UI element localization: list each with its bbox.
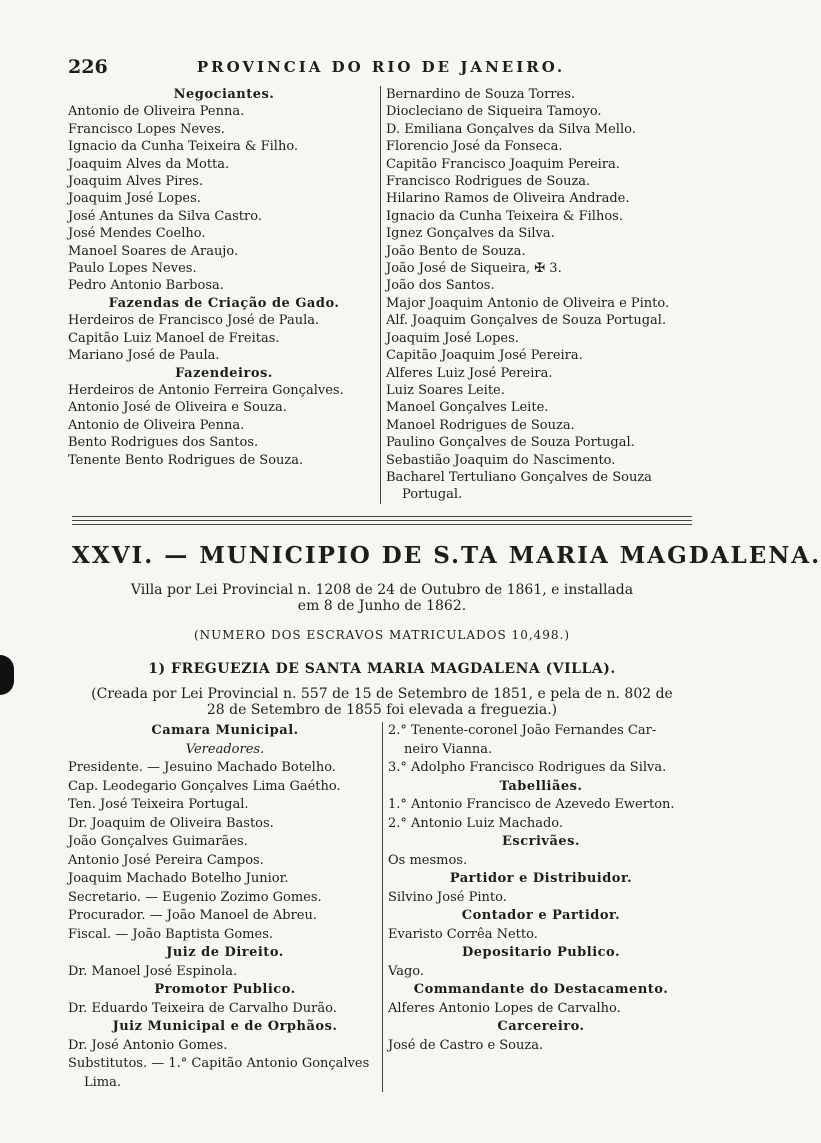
list-item: João José de Siqueira, ✠ 3. xyxy=(386,261,562,277)
divider-rule-1 xyxy=(72,516,692,517)
list-item: Cap. Leodegario Gonçalves Lima Gaétho. xyxy=(68,778,341,794)
list-item: João dos Santos. xyxy=(386,278,495,294)
list-item: Fiscal. — João Baptista Gomes. xyxy=(68,926,274,942)
list-item: Bacharel Tertuliano Gonçalves de Souza xyxy=(386,469,652,485)
section-heading: Commandante do Destacamento. xyxy=(413,982,669,997)
list-item: Major Joaquim Antonio de Oliveira e Pinto. xyxy=(386,295,670,311)
section-heading: Camara Municipal. xyxy=(151,723,299,738)
villa-line-2: em 8 de Junho de 1862. xyxy=(297,598,467,614)
list-item: Capitão Luiz Manoel de Freitas. xyxy=(68,330,280,346)
villa-text xyxy=(72,582,692,614)
list-item: Alferes Luiz José Pereira. xyxy=(386,365,553,381)
section-title: XXVI. — MUNICIPIO DE S.TA MARIA MAGDALENA. xyxy=(72,542,821,569)
list-item: Portugal. xyxy=(402,487,463,503)
list-item: 2.° Antonio Luiz Machado. xyxy=(388,815,563,831)
list-item: 3.° Adolpho Francisco Rodrigues da Silva. xyxy=(388,760,667,775)
list-item: Manoel Rodrigues de Souza. xyxy=(386,417,575,433)
list-item: Dr. Eduardo Teixeira de Carvalho Durão. xyxy=(68,1000,337,1016)
section-heading: Tabelliães. xyxy=(499,778,583,794)
list-item: Evaristo Corrêa Netto. xyxy=(388,926,538,942)
creada-line-1: (Creada por Lei Provincial n. 557 de 15 de Setembro de 1851, e pela de n. 802 de xyxy=(91,686,673,702)
list-item: Pedro Antonio Barbosa. xyxy=(68,278,224,294)
list-item: Joaquim Alves Pires. xyxy=(68,174,204,190)
list-item: Manoel Soares de Araujo. xyxy=(68,243,239,259)
list-item: neiro Vianna. xyxy=(404,741,493,757)
list-item: Luiz Soares Leite. xyxy=(386,382,505,398)
list-item: Alf. Joaquim Gonçalves de Souza Portugal. xyxy=(386,313,667,329)
list-item: João Gonçalves Guimarães. xyxy=(68,834,248,849)
list-item: Joaquim Alves da Motta. xyxy=(68,156,230,172)
creada-text xyxy=(72,686,692,718)
list-item: Ignacio da Cunha Teixeira & Filhos. xyxy=(386,208,623,224)
list-item: Lima. xyxy=(84,1074,122,1090)
list-item: Antonio de Oliveira Penna. xyxy=(68,104,245,120)
list-item: 2.° Tenente-coronel João Fernandes Car- xyxy=(388,723,657,738)
list-item: Dr. Joaquim de Oliveira Bastos. xyxy=(68,815,274,831)
top-left-column xyxy=(68,86,380,504)
list-item: Alferes Antonio Lopes de Carvalho. xyxy=(388,1000,621,1016)
list-item: Antonio José Pereira Campos. xyxy=(68,852,264,868)
list-item: Joaquim José Lopes. xyxy=(386,330,519,346)
list-item: José Mendes Coelho. xyxy=(68,226,206,242)
list-item: Joaquim José Lopes. xyxy=(68,191,201,207)
section-heading: Fazendeiros. xyxy=(175,365,273,381)
list-item: Sebastião Joaquim do Nascimento. xyxy=(386,452,616,468)
list-item: Paulo Lopes Neves. xyxy=(68,261,197,277)
list-item: Paulino Gonçalves de Souza Portugal. xyxy=(386,435,635,451)
list-item: Antonio José de Oliveira e Souza. xyxy=(68,400,287,416)
section-heading: Depositario Publico. xyxy=(461,945,621,960)
divider-rule-2 xyxy=(72,520,692,521)
bottom-right-column xyxy=(382,722,694,1092)
list-item: Os mesmos. xyxy=(388,852,468,868)
list-item: Secretario. — Eugenio Zozimo Gomes. xyxy=(68,889,322,905)
section-heading: Escrivães. xyxy=(501,834,581,849)
divider-rule-3 xyxy=(72,524,692,525)
list-item: Capitão Joaquim José Pereira. xyxy=(386,348,583,364)
bottom-left-column xyxy=(68,722,382,1092)
slaves-count: (NUMERO DOS ESCRAVOS MATRICULADOS 10,498.) xyxy=(193,628,571,642)
list-item: Ignez Gonçalves da Silva. xyxy=(386,226,555,242)
list-item: Dr. Manoel José Espinola. xyxy=(68,963,238,979)
page-header xyxy=(68,56,694,80)
list-item: Herdeiros de Antonio Ferreira Gonçalves. xyxy=(68,382,344,398)
list-item: Francisco Lopes Neves. xyxy=(68,121,225,137)
section-heading: Carcereiro. xyxy=(497,1019,585,1034)
creada-line-2: 28 de Setembro de 1855 foi elevada a freguezia.) xyxy=(206,702,558,718)
list-item: Silvino José Pinto. xyxy=(388,889,507,905)
list-item: Antonio de Oliveira Penna. xyxy=(68,417,245,433)
bottom-columns xyxy=(68,722,694,1092)
list-item: Herdeiros de Francisco José de Paula. xyxy=(68,313,320,329)
list-item: Manoel Gonçalves Leite. xyxy=(386,400,549,416)
list-item: Bento Rodrigues dos Santos. xyxy=(68,435,259,451)
list-item: Hilarino Ramos de Oliveira Andrade. xyxy=(386,191,630,207)
section-heading: Juiz de Direito. xyxy=(166,945,284,960)
list-item: Vago. xyxy=(388,963,424,979)
list-item: 1.° Antonio Francisco de Azevedo Ewerton. xyxy=(388,797,675,812)
section-heading: Vereadores. xyxy=(185,741,265,757)
list-item: João Bento de Souza. xyxy=(386,243,526,259)
list-item: Mariano José de Paula. xyxy=(68,348,220,364)
list-item: José Antunes da Silva Castro. xyxy=(68,208,262,224)
page-number: 226 xyxy=(68,56,108,78)
section-heading: Promotor Publico. xyxy=(154,982,296,997)
top-columns xyxy=(68,86,692,504)
section-heading: Juiz Municipal e de Orphãos. xyxy=(112,1019,338,1034)
villa-line-1: Villa por Lei Provincial n. 1208 de 24 de Outubro de 1861, e installada xyxy=(130,582,634,598)
list-item: Capitão Francisco Joaquim Pereira. xyxy=(386,156,620,172)
list-item: Francisco Rodrigues de Souza. xyxy=(386,174,591,190)
top-right-column xyxy=(380,86,692,504)
list-item: Diocleciano de Siqueira Tamoyo. xyxy=(386,104,602,120)
list-item: Joaquim Machado Botelho Junior. xyxy=(68,871,289,886)
list-item: D. Emiliana Gonçalves da Silva Mello. xyxy=(386,121,636,137)
list-item: Ignacio da Cunha Teixeira & Filho. xyxy=(68,139,299,155)
list-item: José de Castro e Souza. xyxy=(388,1037,544,1053)
section-heading: Partidor e Distribuidor. xyxy=(449,871,633,886)
list-item: Bernardino de Souza Torres. xyxy=(386,87,576,102)
list-item: Tenente Bento Rodrigues de Souza. xyxy=(68,452,304,468)
freguezia-heading: 1) FREGUEZIA DE SANTA MARIA MAGDALENA (VILLA). xyxy=(148,661,616,677)
list-item: Procurador. — João Manoel de Abreu. xyxy=(68,908,317,923)
list-item: Ten. José Teixeira Portugal. xyxy=(68,797,249,812)
list-item: Presidente. — Jesuino Machado Botelho. xyxy=(68,760,336,775)
section-heading: Fazendas de Criação de Gado. xyxy=(108,295,340,311)
section-heading: Negociantes. xyxy=(173,87,275,102)
running-head: PROVINCIA DO RIO DE JANEIRO. xyxy=(196,58,566,76)
ink-blot xyxy=(0,655,14,695)
section-heading: Contador e Partidor. xyxy=(461,908,621,923)
list-item: Florencio José da Fonseca. xyxy=(386,139,563,155)
list-item: Dr. José Antonio Gomes. xyxy=(68,1037,228,1053)
list-item: Substitutos. — 1.° Capitão Antonio Gonçalves xyxy=(68,1056,370,1071)
